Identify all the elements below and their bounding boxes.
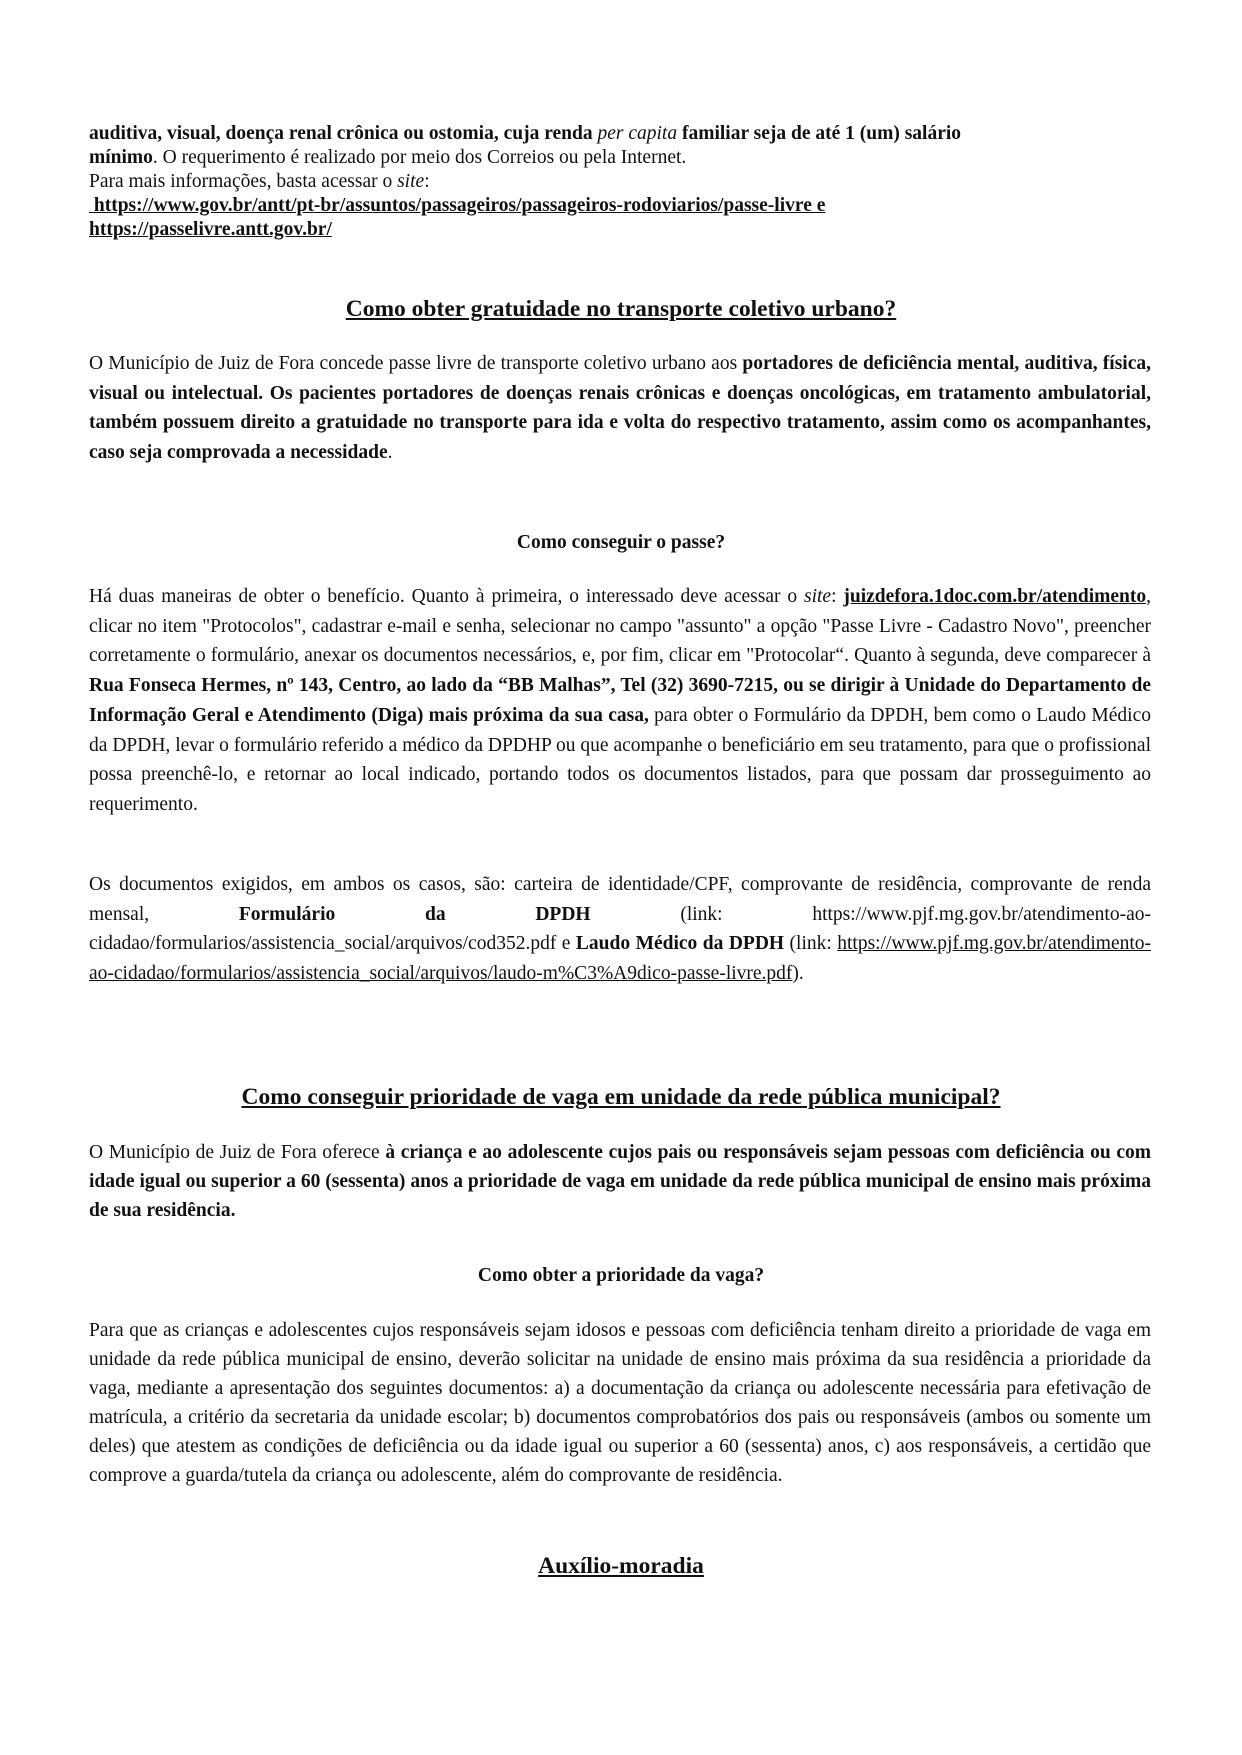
colon-text: : <box>831 586 844 607</box>
passe-paragraph-1 <box>89 582 1151 820</box>
site-italic: site <box>397 171 425 192</box>
docs-exigidos-text: Os documentos exigidos, em ambos os casos, são: carteira de identidade/CPF, comprovante de residência, comprovante de renda mensal, <box>89 874 1151 925</box>
transporte-end: . <box>387 441 393 463</box>
more-info-prefix: Para mais informações, basta acessar o <box>89 171 398 192</box>
intro-eligibility-text <box>89 122 1151 242</box>
laudo-medico-bold: Laudo Médico da DPDH <box>575 933 785 955</box>
vaga-plain-text: O Município de Juiz de Fora oferece <box>89 1142 386 1163</box>
heading-transporte-coletivo: Como obter gratuidade no transporte coletivo urbano? <box>345 296 897 322</box>
vaga-bold-text: à criança e ao adolescente cujos pais ou responsáveis sejam pessoas com deficiência ou com idade igual ou superior a 60 (sessenta) anos a prioridade de vaga em unidade da rede pública municipal de ensino mais próxima de sua residência. <box>89 1142 1152 1221</box>
vaga-paragraph <box>89 1138 1151 1225</box>
requerimento-text: . O requerimento é realizado por meio dos Correios ou pela Internet. <box>152 147 687 168</box>
intro-block <box>89 122 1151 242</box>
more-info-suffix: : <box>424 171 430 192</box>
heading-auxilio-moradia: Auxílio-moradia <box>538 1553 704 1579</box>
passe-steps-text: , clicar no item "Protocolos", cadastrar e-mail e senha, selecionar no campo "assunto" a opção "Passe Livre - Cadastro Novo", preencher corretamente o formulário, anexar os documentos necessários, e, por fim, clicar em "Protocolar“. Quanto à segunda, deve comparecer à <box>89 586 1151 667</box>
antt-passe-livre-link[interactable]: https://www.gov.br/antt/pt-br/assuntos/passageiros/passageiros-rodoviarios/passe-livre e <box>89 195 826 216</box>
transporte-paragraph <box>89 349 1151 467</box>
passe-instructions-text: para obter o Formulário da DPDH, bem como o Laudo Médico da DPDH, levar o formulário referido a médico da DPDHP ou que acompanhe o beneficiário em seu tratamento, para que o profissional possa preenchê-lo, e retornar ao local indicado, portando todos os documentos listados, para que possam dar prosseguimento ao requerimento. <box>89 704 1151 815</box>
passe-address-bold: Rua Fonseca Hermes, nº 143, Centro, ao lado da “BB Malhas”, Tel (32) 3690-7215, ou se dirigir à Unidade do Departamento de Informação Geral e Atendimento (Diga) mais próxima da sua casa, <box>89 675 1151 726</box>
passelivre-antt-link[interactable]: https://passelivre.antt.gov.br/ <box>89 219 332 240</box>
site-italic: site <box>803 586 832 607</box>
formulario-link-text: (link: https://www.pjf.mg.gov.br/atendimento-ao-cidadao/formularios/assistencia_social/arquivos/cod352.pdf e <box>89 903 1151 955</box>
formulario-dpdh-bold: Formulário da DPDH <box>238 903 591 925</box>
minimo-bold: mínimo <box>89 147 153 168</box>
laudo-link-prefix: (link: <box>784 933 838 955</box>
intro-bold-text: auditiva, visual, doença renal crônica ou ostomia, cuja renda <box>89 123 598 144</box>
heading-como-conseguir-passe: Como conseguir o passe? <box>516 532 726 553</box>
passe-paragraph-2 <box>89 870 1151 989</box>
prioridade-text: Para que as crianças e adolescentes cujos responsáveis sejam idosos e pessoas com deficiência tenham direito a prioridade de vaga em unidade da rede pública municipal de ensino, deverão solicitar na unidade de ensino mais próxima da sua residência a prioridade da vaga, mediante a apresentação dos seguintes documentos: a) a documentação da criança ou adolescente necessária para efetivação de matrícula, a critério da secretaria da unidade escolar; b) documentos comprobatórios dos pais ou responsáveis (ambos ou somente um deles) que atestem as condições de deficiência ou da idade igual ou superior a 60 (sessenta) anos, c) aos responsáveis, a certidão que comprove a guarda/tutela da criança ou adolescente, além do comprovante de residência. <box>89 1320 1151 1486</box>
heading-prioridade-vaga: Como conseguir prioridade de vaga em unidade da rede pública municipal? <box>241 1084 1001 1110</box>
intro-bold-text-2: familiar seja de até 1 (um) salário <box>677 123 962 144</box>
heading-obter-prioridade: Como obter a prioridade da vaga? <box>477 1265 765 1286</box>
per-capita-italic: per capita <box>597 123 678 144</box>
prioridade-paragraph <box>89 1316 1151 1490</box>
1doc-atendimento-link[interactable]: juizdefora.1doc.com.br/atendimento <box>843 586 1147 607</box>
laudo-link-end: ). <box>792 963 804 985</box>
transporte-bold-text: portadores de deficiência mental, auditiva, física, visual ou intelectual. Os pacientes portadores de doenças renais crônicas e doenças oncológicas, em tratamento ambulatorial, também possuem direito a gratuidade no transporte para ida e volta do respectivo tratamento, assim como os acompanhantes, caso seja comprovada a necessidade <box>89 353 1151 463</box>
laudo-medico-link[interactable]: https://www.pjf.mg.gov.br/atendimento-ao-cidadao/formularios/assistencia_social/arquivos/laudo-m%C3%A9dico-passe-livre.pdf <box>89 933 1152 985</box>
transporte-plain-text: O Município de Juiz de Fora concede passe livre de transporte coletivo urbano aos <box>89 353 743 374</box>
passe-intro-text: Há duas maneiras de obter o benefício. Quanto à primeira, o interessado deve acessar o <box>89 586 804 607</box>
